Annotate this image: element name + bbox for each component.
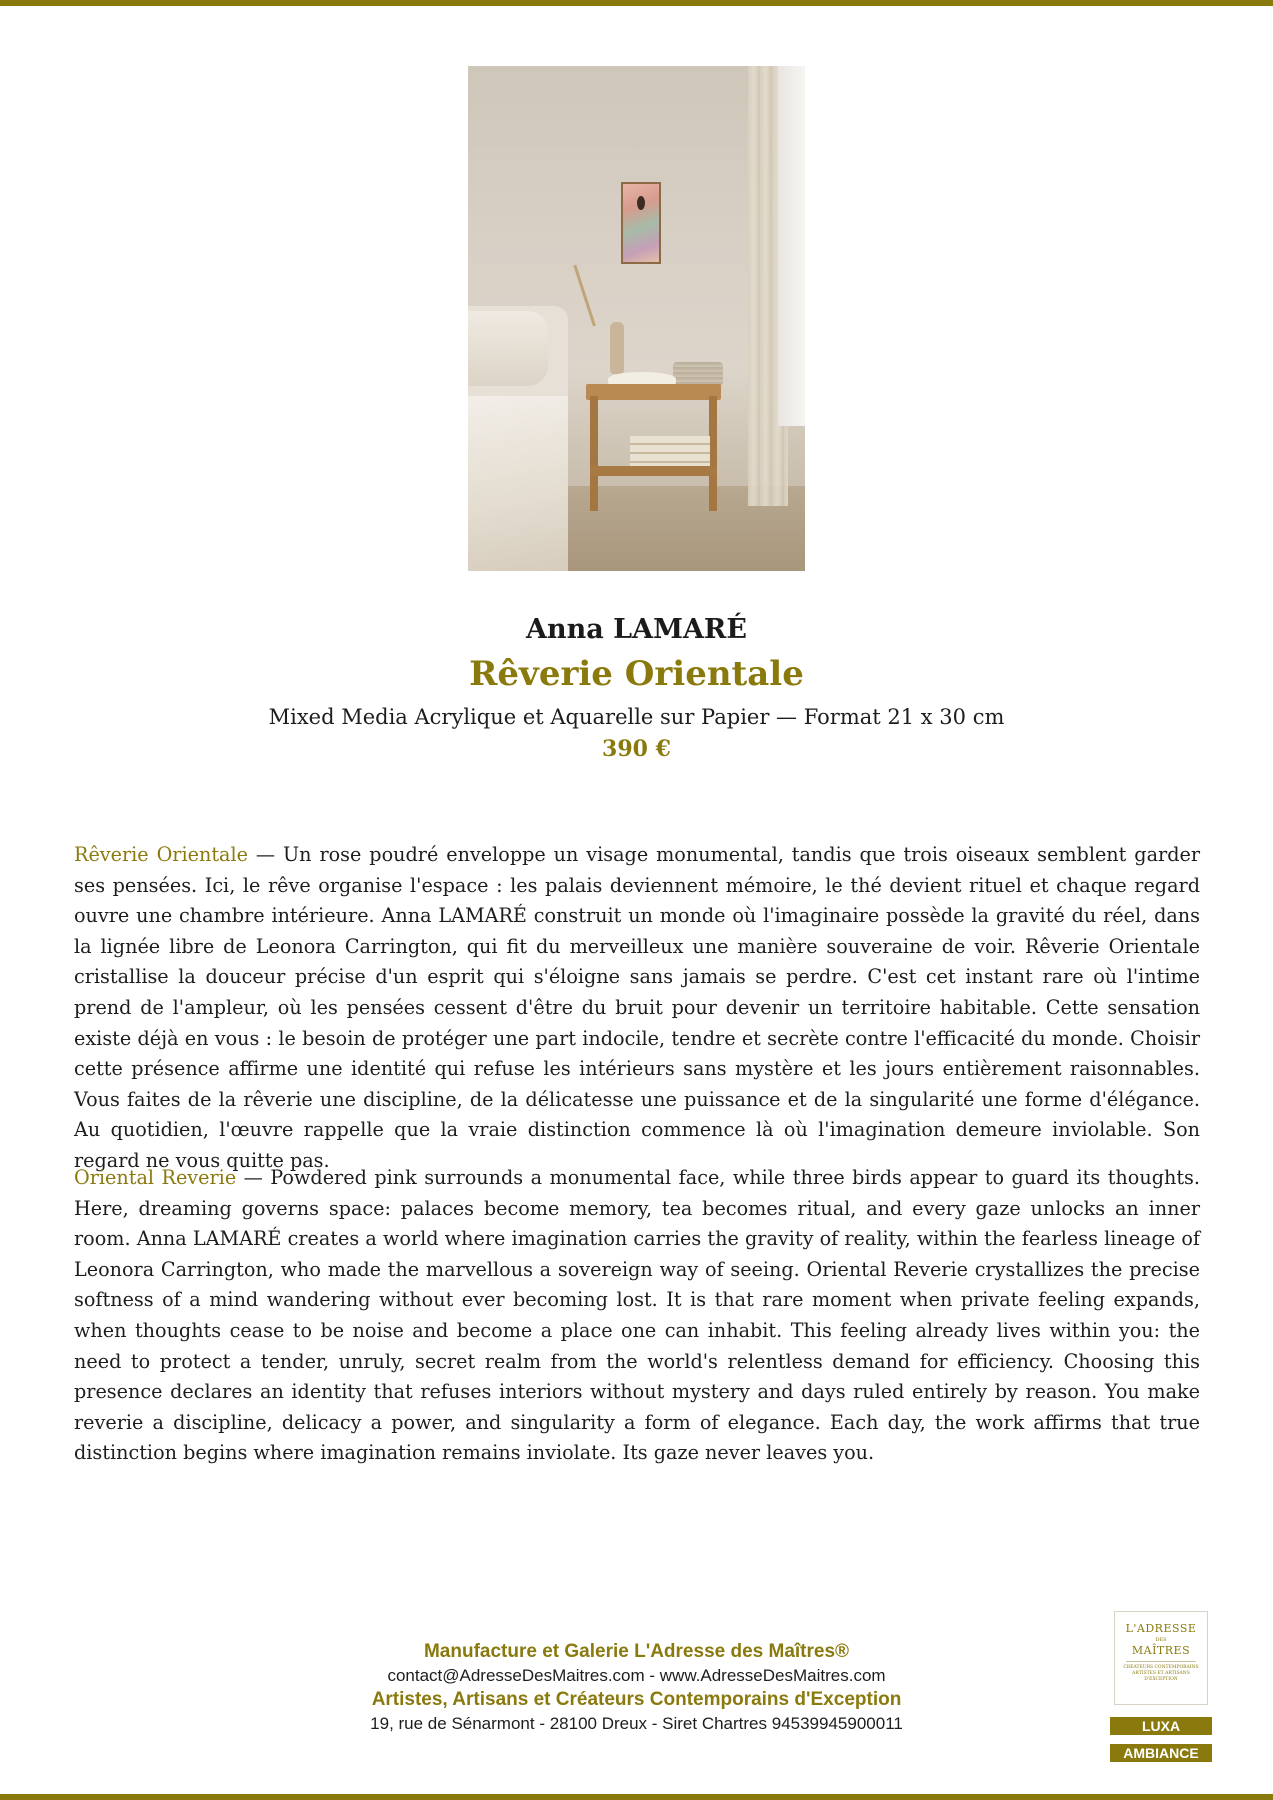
framed-artwork xyxy=(621,182,661,264)
description-english-lead: Oriental Reverie xyxy=(74,1166,237,1189)
footer xyxy=(0,1640,1273,1736)
footer-artisans: Artistes, Artisans et Créateurs Contemporains d'Exception xyxy=(371,1689,902,1710)
footer-address: 19, rue de Sénarmont - 28100 Dreux - Siret Chartres 94539945900011 xyxy=(370,1714,903,1733)
logo-line-1: L'ADRESSE xyxy=(1125,1622,1197,1635)
artwork-room-photo xyxy=(468,66,805,571)
top-border xyxy=(0,0,1273,6)
window xyxy=(778,66,805,426)
vase xyxy=(610,322,624,374)
logo-tagline: CRÉATEURS CONTEMPORAINS ARTISTES ET ARTISANS D'EXCEPTION xyxy=(1123,1665,1199,1682)
logo-line-2: DES xyxy=(1155,1637,1167,1643)
badge-ambiance: AMBIANCE xyxy=(1110,1744,1212,1762)
description-english xyxy=(74,1163,1200,1469)
description-english-body: — Powdered pink surrounds a monumental face, while three birds appear to guard its thoughts. Here, dreaming governs space: palaces become memory, tea becomes ritual, and every gaze unlocks an inner room. Anna LAMARÉ creates a world where imagination carries the gravity of reality, within the fearless lineage of Leonora Carrington, who made the marvellous a sovereign way of seeing. Oriental Reverie crystallizes the precise softness of a mind wandering without ever becoming lost. It is that rare moment when private feeling expands, when thoughts cease to be noise and become a place one can inhabit. This feeling already lives within you: the need to protect a tender, unruly, secret realm from the world's relentless demand for efficiency. Choosing this presence declares an identity that refuses interiors without mystery and days ruled entirely by reason. You make reverie a discipline, delicacy a power, and singularity a form of elegance. Each day, the work affirms that true distinction begins where imagination remains inviolate. Its gaze never leaves you. xyxy=(74,1166,1200,1465)
logo-line-3: MAÎTRES xyxy=(1131,1644,1191,1657)
description-french-lead: Rêverie Orientale xyxy=(74,843,248,866)
description-french xyxy=(74,840,1200,1177)
bed xyxy=(468,396,568,571)
folded-blanket xyxy=(673,362,723,386)
pillow xyxy=(468,311,548,386)
nightstand-top xyxy=(586,384,721,400)
nightstand-shelf xyxy=(590,466,717,476)
description-french-body: — Un rose poudré enveloppe un visage monumental, tandis que trois oiseaux semblent garder ses pensées. Ici, le rêve organise l'espace : les palais deviennent mémoire, le thé devient rituel et chaque regard ouvre une chambre intérieure. Anna LAMARÉ construit un monde où l'imaginaire possède la gravité du réel, dans la lignée libre de Leonora Carrington, qui fit du merveilleux une manière souveraine de voir. Rêverie Orientale cristallise la douceur précise d'un esprit qui s'éloigne sans jamais se perdre. C'est cet instant rare où l'intime prend de l'ampleur, où les pensées cessent d'être du bruit pour devenir un territoire habitable. Cette sensation existe déjà en vous : le besoin de protéger une part indocile, tendre et secrète contre l'efficacité du monde. Choisir cette présence affirme une identité qui refuse les intérieurs sans mystère et les jours entièrement raisonnables. Vous faites de la rêverie une discipline, de la délicatesse une puissance et de la singularité une forme d'élégance. Au quotidien, l'œuvre rappelle que la vraie distinction commence là où l'imagination demeure inviolable. Son regard ne vous quitte pas. xyxy=(74,843,1201,1172)
stacked-books xyxy=(630,436,710,466)
footer-contact: contact@AdresseDesMaitres.com - www.AdresseDesMaitres.com xyxy=(387,1666,886,1685)
bottom-border xyxy=(0,1794,1273,1800)
dried-stem xyxy=(573,265,596,327)
artwork-header xyxy=(0,610,1273,764)
artist-name: Anna LAMARÉ xyxy=(526,614,747,645)
footer-gallery: Manufacture et Galerie L'Adresse des Maîtres® xyxy=(423,1641,850,1662)
nightstand-leg xyxy=(709,396,717,511)
badge-luxa: LUXA xyxy=(1110,1717,1212,1735)
nightstand-leg xyxy=(590,396,598,511)
artwork-medium: Mixed Media Acrylique et Aquarelle sur Papier — Format 21 x 30 cm xyxy=(268,705,1005,729)
gallery-logo xyxy=(1114,1611,1208,1705)
artwork-price: 390 € xyxy=(602,736,671,762)
artwork-title: Rêverie Orientale xyxy=(469,654,804,694)
logo-divider xyxy=(1126,1661,1196,1662)
